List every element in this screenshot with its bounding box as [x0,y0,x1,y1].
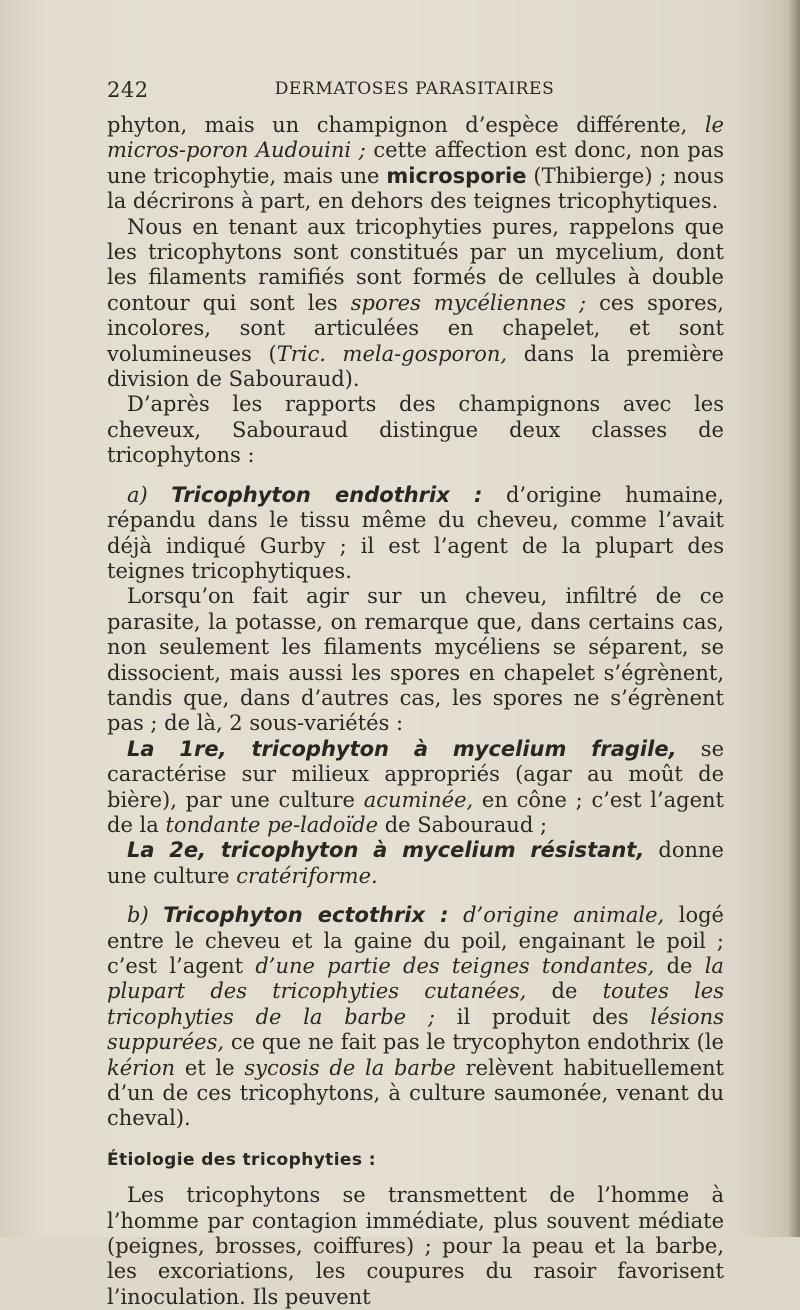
term-microsporie: microsporie [386,163,527,188]
page-header [107,78,722,108]
section-heading [107,1146,724,1173]
page-number: 242 [107,78,149,102]
page-edge [786,0,800,1237]
paragraph-3: D’après les rapports des champignons avec les cheveux, Sabouraud distingue deux classes de tricophytons : [107,392,724,468]
paragraph-variety-1: La 1re, tricophyton à mycelium fragile, se caractérise sur milieux appropriés (agar au moût de bière), par une culture acuminée, en cône ; c’est l’agent de la tondante pe-ladoïde de Sabouraud ; [107,736,725,837]
body-text [107,113,724,1310]
heading-endothrix: Tricophyton endothrix : [171,482,483,507]
running-title: DERMATOSES PARASITAIRES [274,79,555,99]
paragraph-endothrix: a) Tricophyton endothrix : d’origine humaine, répandu dans le tissu même du cheveu, comme l’avait déjà indiqué Gurby ; il est l’agent de la plupart des teignes tricophytiques. [107,482,724,583]
paragraph-etiology: Les tricophytons se transmettent de l’homme à l’homme par contagion immédiate, plus souvent médiate (peignes, brosses, coiffures) ; pour la peau et la barbe, les excoriations, les coupures du rasoir favorisent l’inoculation. Ils peuvent [107,1183,724,1309]
heading-variety-2: La 2e, tricophyton à mycelium résistant, [127,838,645,863]
paragraph-2: Nous en tenant aux tricophyties pures, rappelons que les tricophytons sont constitués par un mycelium, dont les filaments ramifiés sont formés de cellules à double contour qui sont les spores mycéliennes ; ces spores, incolores, sont articulées en chapelet, et sont volumineuses (Tric. mela-gosporon, dans la première division de Sabouraud). [107,214,724,392]
heading-variety-1: La 1re, tricophyton à mycelium fragile, [127,736,677,761]
heading-ectothrix: Tricophyton ectothrix : [163,903,449,928]
etiology-title: Étiologie des tricophyties : [107,1149,376,1170]
paragraph-variety-2: La 2e, tricophyton à mycelium résistant, donne une culture cratériforme. [107,838,724,888]
paragraph-5: Lorsqu’on fait agir sur un cheveu, infiltré de ce parasite, la potasse, on remarque que, dans certains cas, non seulement les filaments mycéliens se séparent, se dissocient, mais aussi les spores en chapelet s’égrènent, tandis que, dans d’autres cas, les spores ne s’égrènent pas ; de là, 2 sous-variétés : [107,584,724,736]
paragraph-ectothrix: b) Tricophyton ectothrix : d’origine animale, logé entre le cheveu et la gaine du poil, engainant le poil ; c’est l’agent d’une partie des teignes tondantes, de la plupart des tricophyties cutanées, de toutes les tricophyties de la barbe ; il produit des lésions suppurées, ce que ne fait pas le trycophyton endothrix (le kérion et le sycosis de la barbe relèvent habituellement d’un de ces tricophytons, à culture saumonée, venant du cheval). [107,903,724,1131]
paragraph-1: phyton, mais un champignon d’espèce différente, le micros-poron Audouini ; cette affection est donc, non pas une tricophytie, mais une microsporie (Thibierge) ; nous la décrirons à part, en dehors des teignes tricophytiques. [107,113,724,214]
